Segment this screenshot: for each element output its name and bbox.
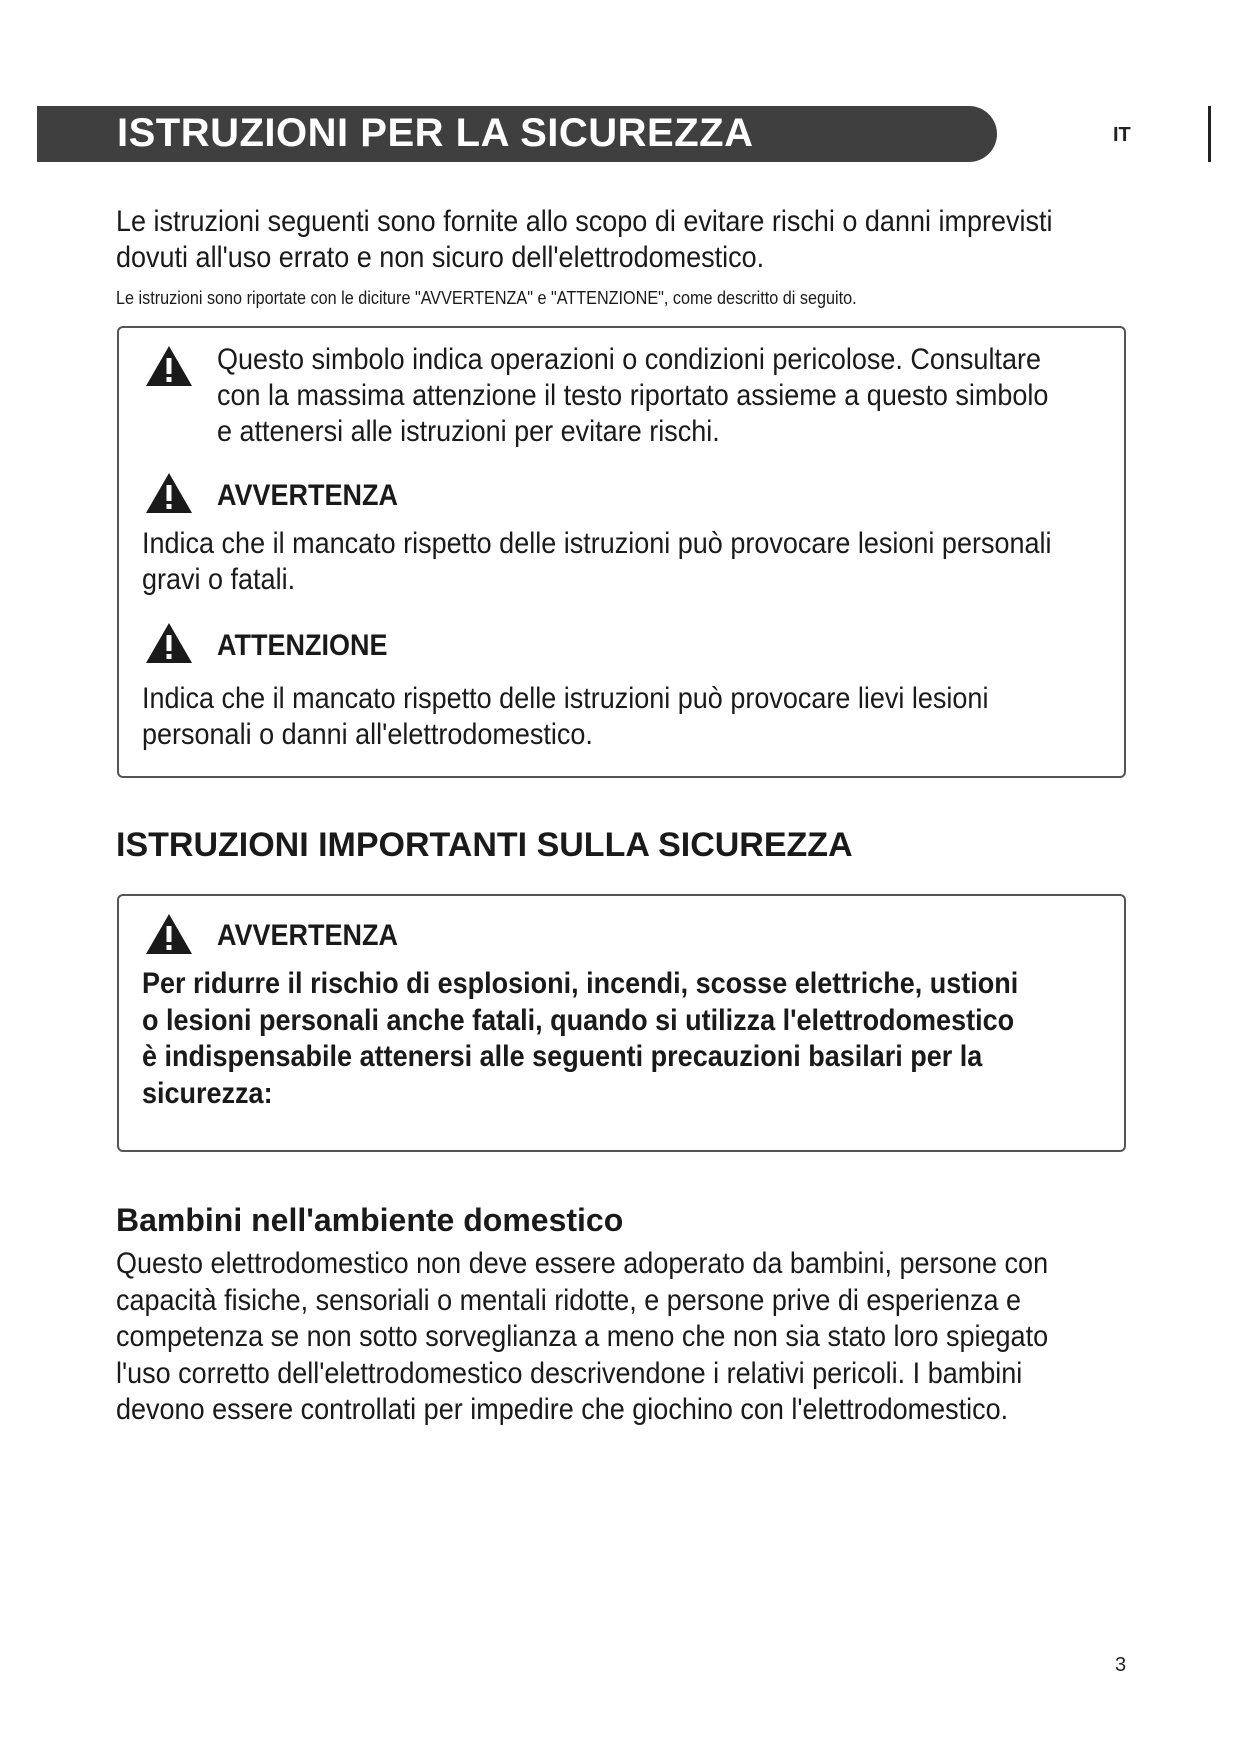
symbol-description-line: Questo simbolo indica operazioni o condizioni pericolose. Consultare: [217, 343, 1041, 376]
caution-description-line: Indica che il mancato rispetto delle istruzioni può provocare lievi lesioni: [142, 682, 989, 715]
warning-description: [142, 526, 1052, 598]
language-code: IT: [1113, 124, 1131, 146]
caution-label: ATTENZIONE: [217, 629, 388, 662]
important-warning-line: Per ridurre il rischio di esplosioni, incendi, scosse elettriche, ustioni: [142, 967, 1019, 1000]
symbol-description-line: e attenersi alle istruzioni per evitare rischi.: [217, 415, 720, 448]
warning-description-line: Indica che il mancato rispetto delle istruzioni può provocare lesioni personali: [142, 527, 1052, 560]
page-title: ISTRUZIONI PER LA SICUREZZA: [117, 111, 754, 155]
symbol-description-line: con la massima attenzione il testo riportato assieme a questo simbolo: [217, 379, 1049, 412]
important-warning-line: è indispensabile attenersi alle seguenti precauzioni basilari per la: [142, 1040, 983, 1073]
warning-label: AVVERTENZA: [217, 479, 399, 512]
section-heading: ISTRUZIONI IMPORTANTI SULLA SICUREZZA: [116, 826, 853, 864]
intro-paragraph: [116, 204, 1053, 276]
caution-triangle-icon: [144, 621, 194, 665]
warning-triangle-icon: [144, 471, 194, 515]
warning-triangle-icon: [144, 912, 194, 956]
important-warning-line: o lesioni personali anche fatali, quando si utilizza l'elettrodomestico: [142, 1003, 1015, 1037]
children-paragraph-line: competenza se non sotto sorveglianza a meno che non sia stato loro spiegato: [116, 1320, 1049, 1353]
children-paragraph-line: l'uso corretto dell'elettrodomestico descrivendone i relativi pericoli. I bambini: [116, 1356, 1023, 1390]
intro-line: Le istruzioni seguenti sono fornite allo scopo di evitare rischi o danni imprevisti: [116, 205, 1053, 238]
subsection-heading: Bambini nell'ambiente domestico: [116, 1202, 624, 1238]
intro-line: dovuti all'uso errato e non sicuro dell'elettrodomestico.: [116, 241, 765, 274]
children-paragraph-line: capacità fisiche, sensoriali o mentali ridotte, e persone prive di esperienza e: [116, 1283, 1021, 1317]
warning-triangle-icon: [144, 344, 194, 388]
warning-description-line: gravi o fatali.: [142, 563, 296, 596]
children-paragraph: [116, 1246, 1048, 1429]
warning-label: AVVERTENZA: [217, 919, 399, 952]
children-paragraph-line: Questo elettrodomestico non deve essere adoperato da bambini, persone con: [116, 1247, 1049, 1280]
important-warning-line: sicurezza:: [142, 1076, 273, 1110]
symbol-description: [217, 342, 1048, 450]
important-warning-text: [142, 966, 1018, 1112]
intro-note: Le istruzioni sono riportate con le diciture "AVVERTENZA" e "ATTENZIONE", come descritto di seguito.: [116, 288, 857, 308]
caution-description-line: personali o danni all'elettrodomestico.: [142, 718, 593, 751]
caution-description: [142, 681, 988, 753]
page-number: 3: [1115, 1654, 1127, 1676]
page-edge-marker: [1208, 106, 1211, 162]
children-paragraph-line: devono essere controllati per impedire che giochino con l'elettrodomestico.: [116, 1393, 1009, 1426]
